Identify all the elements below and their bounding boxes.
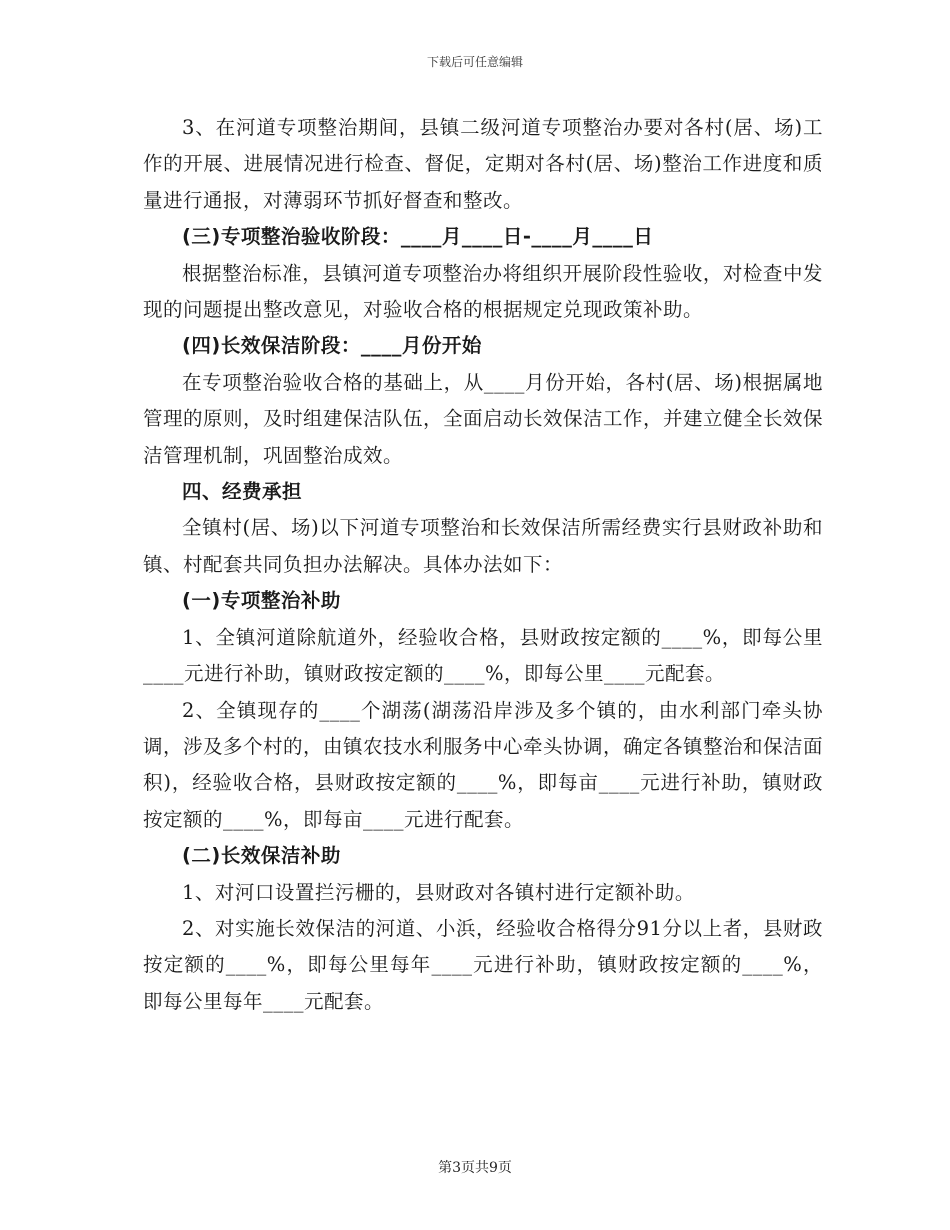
paragraph: 2、全镇现存的____个湖荡(湖荡沿岸涉及多个镇的，由水利部门牵头协调，涉及多个村的，由镇农技水利服务中心牵头协调，确定各镇整治和保洁面积)，经验收合格，县财政按定额的____%，即每亩____元进行补助，镇财政按定额的____%，即每亩____元进行配套。 — [143, 698, 824, 831]
section-heading: (二)长效保洁补助 — [182, 844, 341, 868]
section-heading: (一)专项整治补助 — [182, 589, 341, 613]
section-heading: (三)专项整治验收阶段：____月____日-____月____日 — [182, 225, 654, 249]
paragraph: 根据整治标准，县镇河道专项整治办将组织开展阶段性验收，对检查中发现的问题提出整改意见，对验收合格的根据规定兑现政策补助。 — [143, 261, 823, 322]
section-heading: 四、经费承担 — [182, 480, 303, 504]
paragraph: 在专项整治验收合格的基础上，从____月份开始，各村(居、场)根据属地管理的原则，及时组建保洁队伍，全面启动长效保洁工作，并建立健全长效保洁管理机制，巩固整治成效。 — [143, 370, 824, 467]
paragraph: 3、在河道专项整治期间，县镇二级河道专项整治办要对各村(居、场)工作的开展、进展情况进行检查、督促，定期对各村(居、场)整治工作进度和质量进行通报，对薄弱环节抓好督查和整改。 — [143, 116, 823, 212]
paragraph: 2、对实施长效保洁的河道、小浜，经验收合格得分91分以上者，县财政按定额的____%，即每公里每年____元进行补助，镇财政按定额的____%，即每公里每年____元配套。 — [143, 916, 823, 1013]
section-heading: (四)长效保洁阶段：____月份开始 — [182, 334, 482, 358]
document-body — [143, 110, 823, 1020]
page-footer: 第3页共9页 — [438, 1160, 512, 1176]
paragraph: 1、全镇河道除航道外，经验收合格，县财政按定额的____%，即每公里____元进行补助，镇财政按定额的____%，即每公里____元配套。 — [143, 625, 823, 686]
paragraph: 1、对河口设置拦污栅的，县财政对各镇村进行定额补助。 — [182, 880, 695, 904]
page-header: 下载后可任意编辑 — [426, 55, 523, 69]
paragraph: 全镇村(居、场)以下河道专项整治和长效保洁所需经费实行县财政补助和镇、村配套共同负担办法解决。具体办法如下： — [143, 516, 823, 576]
